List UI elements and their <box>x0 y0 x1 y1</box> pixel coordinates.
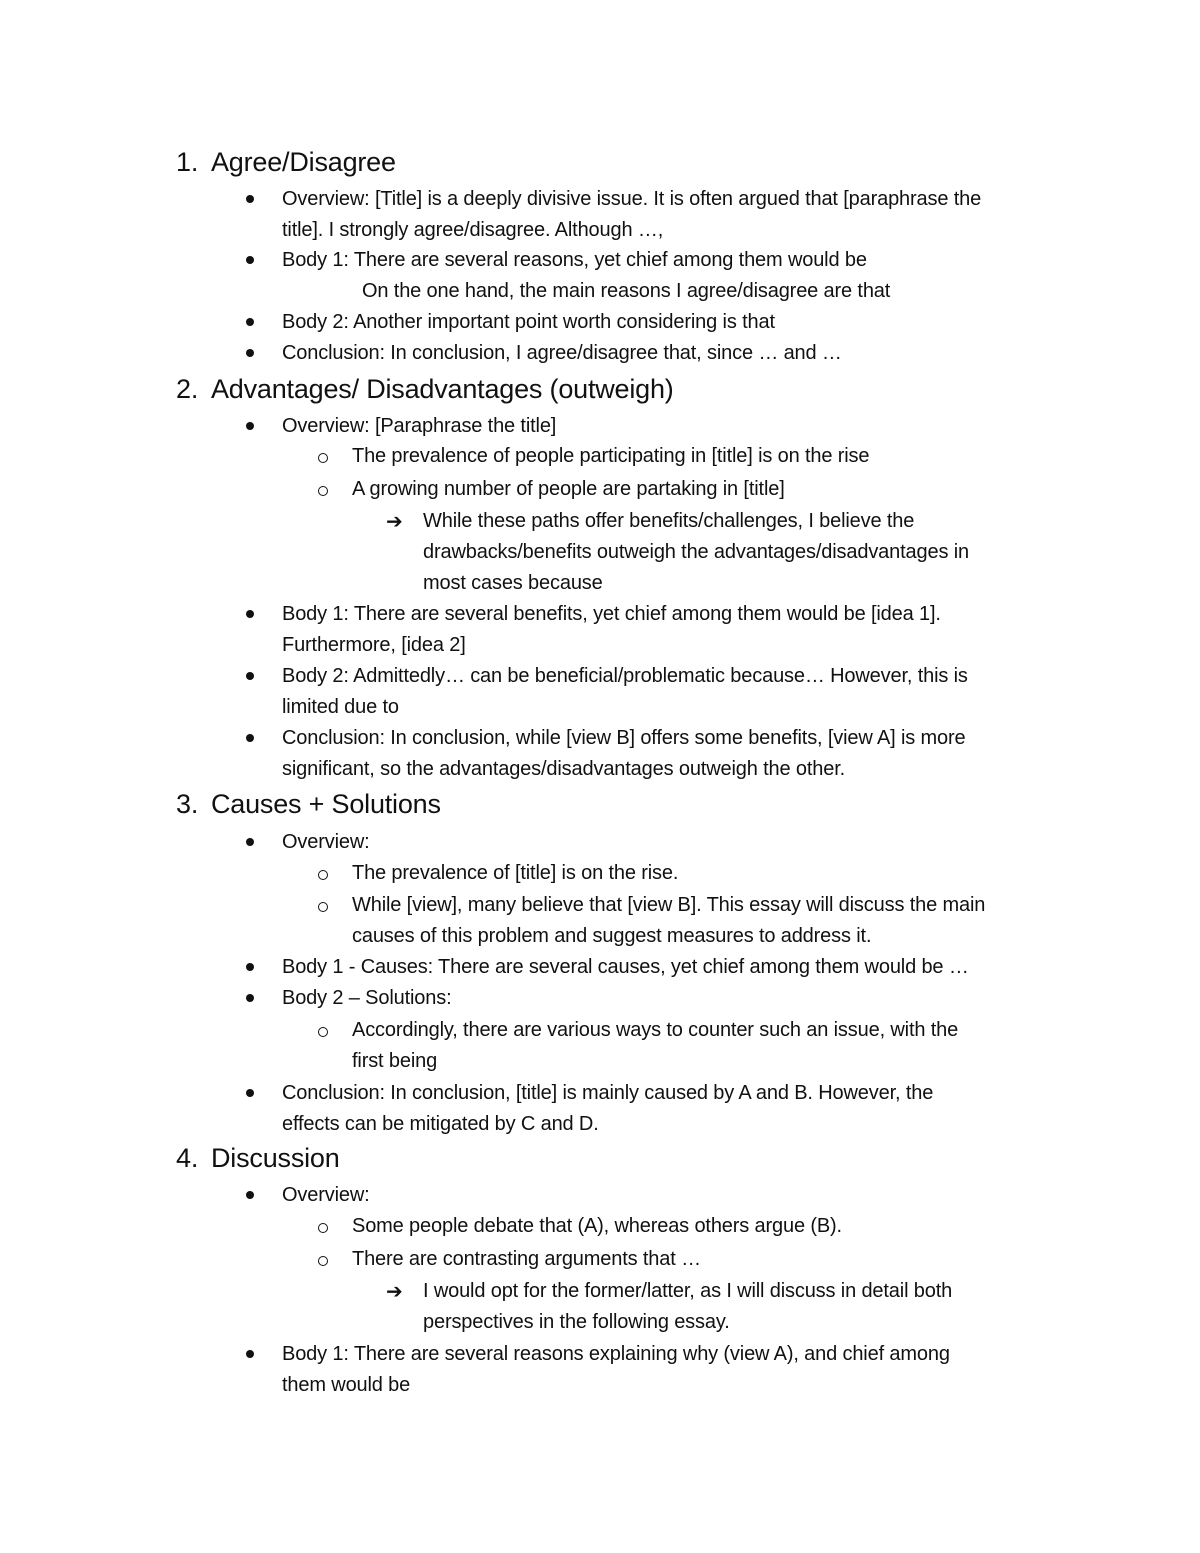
s2-line-10: limited due to <box>282 696 399 718</box>
s4-line-3: There are contrasting arguments that … <box>352 1248 701 1270</box>
s1-line-5: Body 2: Another important point worth considering is that <box>282 311 775 333</box>
s3-line-4: causes of this problem and suggest measures to address it. <box>352 925 872 947</box>
bullet-icon <box>246 963 254 971</box>
s2-line-9: Body 2: Admittedly… can be beneficial/problematic because… However, this is <box>282 665 968 687</box>
s1-line-4: On the one hand, the main reasons I agree/disagree are that <box>362 280 891 302</box>
section-3-number: 3. <box>176 789 199 819</box>
s3-line-3: While [view], many believe that [view B]. This essay will discuss the main <box>352 894 986 916</box>
s3-line-2: The prevalence of [title] is on the rise. <box>352 862 679 884</box>
section-2-number: 2. <box>176 374 199 404</box>
s3-line-10: effects can be mitigated by C and D. <box>282 1113 599 1135</box>
circle-bullet-icon <box>318 1223 328 1233</box>
s1-line-1: Overview: [Title] is a deeply divisive issue. It is often argued that [paraphrase the <box>282 188 982 210</box>
circle-bullet-icon <box>318 1256 328 1266</box>
bullet-icon <box>246 422 254 430</box>
s1-line-6: Conclusion: In conclusion, I agree/disagree that, since … and … <box>282 342 842 364</box>
s2-line-6: most cases because <box>423 572 603 594</box>
section-4-title: Discussion <box>211 1143 340 1173</box>
s2-line-4: While these paths offer benefits/challenges, I believe the <box>423 510 915 532</box>
circle-bullet-icon <box>318 902 328 912</box>
circle-bullet-icon <box>318 870 328 880</box>
s2-line-2: The prevalence of people participating in [title] is on the rise <box>352 445 870 467</box>
section-4-number: 4. <box>176 1143 199 1173</box>
s2-line-11: Conclusion: In conclusion, while [view B] offers some benefits, [view A] is more <box>282 727 966 749</box>
s2-line-1: Overview: [Paraphrase the title] <box>282 415 557 437</box>
bullet-icon <box>246 994 254 1002</box>
circle-bullet-icon <box>318 453 328 463</box>
bullet-icon <box>246 256 254 264</box>
section-1-number: 1. <box>176 147 199 177</box>
section-3-title: Causes + Solutions <box>211 789 441 819</box>
s4-line-4: I would opt for the former/latter, as I will discuss in detail both <box>423 1280 953 1302</box>
bullet-icon <box>246 838 254 846</box>
bullet-icon <box>246 1089 254 1097</box>
bullet-icon <box>246 1191 254 1199</box>
s4-line-7: them would be <box>282 1374 411 1396</box>
s2-line-8: Furthermore, [idea 2] <box>282 634 466 656</box>
s4-line-5: perspectives in the following essay. <box>423 1311 730 1333</box>
s2-line-5: drawbacks/benefits outweigh the advantages/disadvantages in <box>423 541 969 563</box>
section-1-title: Agree/Disagree <box>211 147 396 177</box>
s2-line-7: Body 1: There are several benefits, yet chief among them would be [idea 1]. <box>282 603 941 625</box>
bullet-icon <box>246 672 254 680</box>
bullet-icon <box>246 1350 254 1358</box>
s3-line-6: Body 2 – Solutions: <box>282 987 452 1009</box>
s4-line-2: Some people debate that (A), whereas others argue (B). <box>352 1215 842 1237</box>
circle-bullet-icon <box>318 1027 328 1037</box>
bullet-icon <box>246 318 254 326</box>
bullet-icon <box>246 610 254 618</box>
arrow-right-icon: ➔ <box>386 1279 403 1303</box>
arrow-right-icon: ➔ <box>386 509 403 533</box>
s1-line-2: title]. I strongly agree/disagree. Although …, <box>282 219 664 241</box>
bullet-icon <box>246 349 254 357</box>
bullet-icon <box>246 195 254 203</box>
bullet-icon <box>246 734 254 742</box>
s4-line-1: Overview: <box>282 1184 370 1206</box>
s4-line-6: Body 1: There are several reasons explaining why (view A), and chief among <box>282 1343 950 1365</box>
s3-line-8: first being <box>352 1050 438 1072</box>
section-2-title: Advantages/ Disadvantages (outweigh) <box>211 374 674 404</box>
s2-line-12: significant, so the advantages/disadvantages outweigh the other. <box>282 758 846 780</box>
s3-line-5: Body 1 - Causes: There are several causes, yet chief among them would be … <box>282 956 969 978</box>
circle-bullet-icon <box>318 486 328 496</box>
s3-line-9: Conclusion: In conclusion, [title] is mainly caused by A and B. However, the <box>282 1082 934 1104</box>
s1-line-3: Body 1: There are several reasons, yet chief among them would be <box>282 249 867 271</box>
s3-line-7: Accordingly, there are various ways to counter such an issue, with the <box>352 1019 959 1041</box>
s3-line-1: Overview: <box>282 831 370 853</box>
s2-line-3: A growing number of people are partaking in [title] <box>352 478 785 500</box>
